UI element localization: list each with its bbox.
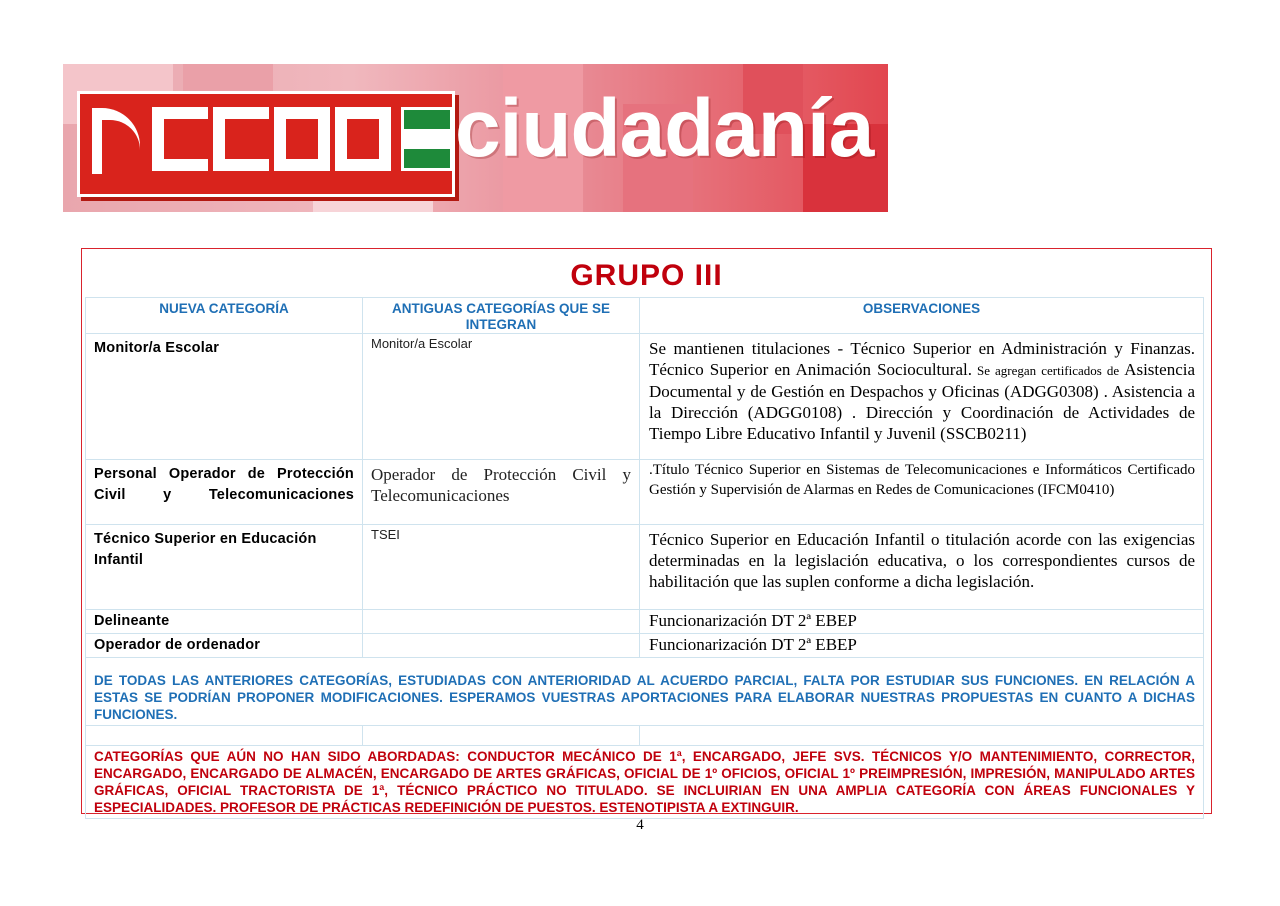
unaddressed-categories-note: CATEGORÍAS QUE AÚN NO HAN SIDO ABORDADAS: CONDUCTOR MECÁNICO DE 1ª, ENCARGADO, JEFE SVS. TÉCNICOS Y/O MANTENIMIENTO, CORRECTOR, ENCARGADO, ENCARGADO DE ALMACÉN, ENCARGADO DE ARTES GRÁFICAS, OFICIAL DE 1º OFICIOS, OFICIAL 1º PREIMPRESIÓN, IMPRESIÓN, MANIPULADO ARTES GRÁFICAS, OFICIAL TRACTORISTA DE 1ª, TÉCNICO PRÁCTICO NO TITULADO. SE INCLUIRIAN EN UNA AMPLIA CATEGORÍA CON ÁREAS FUNCIONALES Y ESPECIALIDADES. PROFESOR DE PRÁCTICAS REDEFINICIÓN DE PUESTOS. ESTENOTIPISTA A EXTINGUIR.: [86, 746, 1204, 819]
logo-letter-c: [213, 107, 269, 171]
observaciones-text: Asistencia Documental y de Gestión en Despachos y Oficinas (ADGG0308) . Asistencia a la Dirección (ADGG0108) . Dirección y Coordinación de Actividades de Tiempo Libre Educativo Infantil y Juvenil (SSCB0211): [649, 360, 1196, 443]
empty-cell: [86, 726, 363, 746]
observaciones-text: Se mantienen titulaciones - Técnico Superior en Administración y Finanzas. Técnico Superior en Animación Sociocultural.: [649, 339, 1195, 379]
empty-cell: [363, 726, 640, 746]
nueva-categoria-cell: Personal Operador de Protección Civil y Telecomunicaciones: [86, 460, 363, 525]
table-header-row: [86, 298, 1204, 334]
header-nueva-categoria: NUEVA CATEGORÍA: [86, 298, 363, 334]
header-antiguas-categorias: ANTIGUAS CATEGORÍAS QUE SE INTEGRAN: [363, 298, 640, 334]
observaciones-cell: .Título Técnico Superior en Sistemas de Telecomunicaciones e Informáticos Certificado Gestión y Supervisión de Alarmas en Redes de Comunicaciones (IFCM0410): [640, 460, 1204, 525]
antiguas-categorias-cell: [363, 610, 640, 634]
swoosh-icon: [92, 108, 140, 174]
logo-letter-o: [274, 107, 330, 171]
ccoo-ciudadania-banner: [63, 64, 888, 212]
table-row: [86, 610, 1204, 634]
nueva-categoria-cell: Delineante: [86, 610, 363, 634]
antiguas-categorias-cell: TSEI: [363, 525, 640, 610]
table-row: [86, 460, 1204, 525]
nueva-categoria-cell: Monitor/a Escolar: [86, 334, 363, 460]
nueva-categoria-cell: Operador de ordenador: [86, 634, 363, 658]
ccoo-logo: [77, 91, 455, 197]
page-number: 4: [636, 817, 644, 833]
logo-letters: [152, 100, 453, 180]
note-row: [86, 746, 1204, 819]
observaciones-cell: Funcionarización DT 2ª EBEP: [640, 634, 1204, 658]
nueva-categoria-cell: Técnico Superior en Educación Infantil: [86, 525, 363, 610]
logo-letter-c: [152, 107, 208, 171]
observaciones-cell: [640, 334, 1204, 460]
observaciones-cell: Técnico Superior en Educación Infantil o titulación acorde con las exigencias determinadas en la legislación educativa, o los correspondientes cursos de habilitación que las suplen conforme a dicha legislación.: [640, 525, 1204, 610]
table-row: [86, 334, 1204, 460]
empty-row: [86, 726, 1204, 746]
header-observaciones: OBSERVACIONES: [640, 298, 1204, 334]
empty-cell: [640, 726, 1204, 746]
logo-letter-o: [335, 107, 391, 171]
banner-title: ciudadanía: [455, 83, 874, 174]
observaciones-cell: Funcionarización DT 2ª EBEP: [640, 610, 1204, 634]
antiguas-categorias-cell: Operador de Protección Civil y Telecomunicaciones: [363, 460, 640, 525]
antiguas-categorias-cell: Monitor/a Escolar: [363, 334, 640, 460]
categories-table: [85, 297, 1204, 819]
observaciones-text: Se agregan certificados de: [971, 363, 1125, 378]
pending-functions-note: DE TODAS LAS ANTERIORES CATEGORÍAS, ESTUDIADAS CON ANTERIORIDAD AL ACUERDO PARCIAL, FALTA POR ESTUDIAR SUS FUNCIONES. EN RELACIÓN A ESTAS SE PODRÍAN PROPONER MODIFICACIONES. ESPERAMOS VUESTRAS APORTACIONES PARA ELABORAR NUESTRAS PROPUESTAS EN CUANTO A DICHAS FUNCIONES.: [86, 658, 1204, 726]
note-row: [86, 658, 1204, 726]
section-title: GRUPO III: [570, 259, 723, 292]
table-row: [86, 634, 1204, 658]
andalusia-flag-icon: [401, 107, 453, 171]
table-row: [86, 525, 1204, 610]
antiguas-categorias-cell: [363, 634, 640, 658]
